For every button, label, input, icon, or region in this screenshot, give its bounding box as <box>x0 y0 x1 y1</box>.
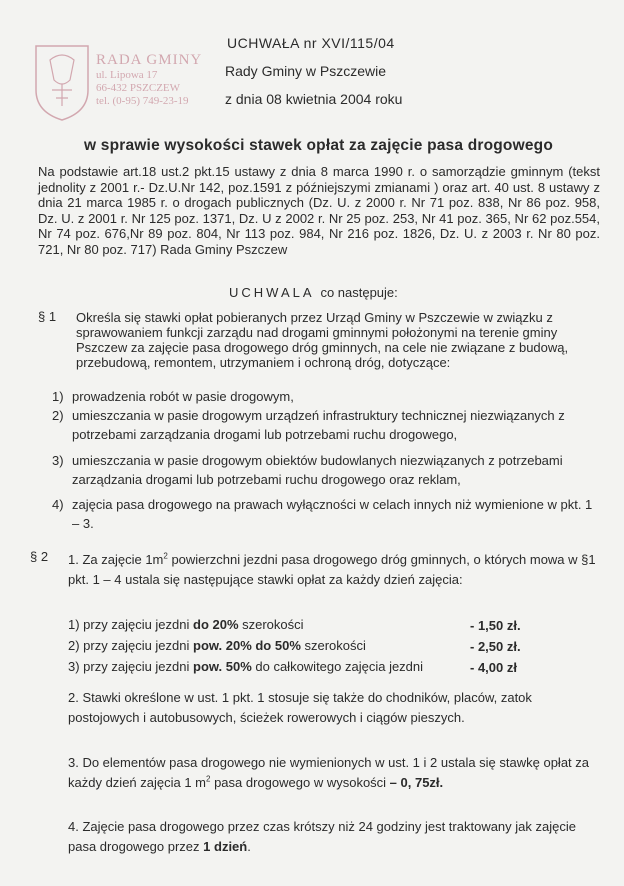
duration-value: 1 dzień <box>203 839 248 854</box>
resolution-issuer: Rady Gminy w Pszczewie <box>225 63 387 79</box>
rate-label: szerokości <box>300 638 366 653</box>
uchwala-rest: co następuje: <box>320 285 398 300</box>
rate-label: 2) przy zajęciu jezdni <box>68 638 193 653</box>
paragraph-text: pasa drogowego w wysokości <box>210 775 390 790</box>
list-item-number: 1) <box>52 389 64 404</box>
rate-row <box>68 636 366 656</box>
rate-value: - 1,50 zł. <box>470 618 521 633</box>
section-1-text: Określa się stawki opłat pobieranych przez Urząd Gminy w Pszczewie w związku z sprawowaniem funkcji zarządu nad drogami gminnymi położonymi na terenie gminy Pszczew za zajęcie pasa drogowego dróg gminnych, na cele nie związane z budową, przebudową, remontem, utrzymaniem i ochroną dróg, dotyczące: <box>76 310 569 370</box>
rate-value: - 4,00 zł <box>470 660 517 675</box>
rate-label: do całkowitego zajęcia jezdni <box>251 659 424 674</box>
rate-row <box>68 657 423 677</box>
resolution-date: z dnia 08 kwietnia 2004 roku <box>225 91 403 107</box>
paragraph-text: powierzchni jezdni pasa drogowego dróg gminnych, o których mowa w §1 pkt. 1 – 4 ustala się następujące stawki opłat za każdy dzień zajęcia: <box>68 552 596 587</box>
resolution-number: UCHWAŁA nr XVI/115/04 <box>227 35 395 51</box>
fee-value: – 0, 75zł. <box>389 775 444 790</box>
list-item-text: prowadzenia robót w pasie drogowym, <box>72 389 294 404</box>
stamp-title: RADA GMINY <box>96 52 203 68</box>
section-2-number: § 2 <box>30 549 49 564</box>
section-2-paragraph-1 <box>68 550 603 590</box>
superscript: 2 <box>163 551 168 561</box>
list-item-number: 2) <box>52 408 64 423</box>
paragraph-text: 3. Do elementów pasa drogowego nie wymienionych w ust. 1 i 2 ustala się stawkę opłat za każdy dzień zajęcia 1 m <box>68 755 590 790</box>
section-2-paragraph-2: 2. Stawki określone w ust. 1 pkt. 1 stosuje się także do chodników, placów, zatok postojowych i autobusowych, ścieżek rowerowych i ciągów pieszych. <box>68 690 532 725</box>
preamble: Na podstawie art.18 ust.2 pkt.15 ustawy z dnia 8 marca 1990 r. o samorządzie gminnym (tekst jednolity z 2001 r.- Dz.U.Nr 142, poz.1591 z późniejszymi zmianami ) oraz art. 40 ust. 8 ustawy z dnia 21 marca 1985 r. o drogach publicznych (Dz. U. z 2000 r. Nr 71 poz. 838, Nr 86 poz. 958, Dz. U. z 2001 r. Nr 125 poz. 1371, Dz. U z 2002 r. Nr 25 poz. 253, Nr 41 poz. 365, Nr 62 poz.554, Nr 74 poz. 676,Nr 89 poz. 804, Nr 113 poz. 984, Nr 216 poz. 1826, Dz. U. z 2003 r. Nr 80 poz. 721, Nr 80 poz. 717) Rada Gminy Pszczew <box>38 164 600 257</box>
section-2-paragraph-3 <box>68 753 603 793</box>
list-item-text: zajęcia pasa drogowego na prawach wyłączności w celach innych niż wymienione w pkt. 1 – 3. <box>72 497 593 531</box>
rate-label: 1) przy zajęciu jezdni <box>68 617 193 632</box>
coat-of-arms-icon <box>30 40 94 124</box>
stamp-line: tel. (0-95) 749-23-19 <box>96 95 189 107</box>
section-2-paragraph-4 <box>68 817 603 857</box>
paragraph-text: . <box>247 839 251 854</box>
paragraph-text: 1. Za zajęcie 1m <box>68 552 164 567</box>
uchwala-heading <box>229 285 398 300</box>
resolution-subject: w sprawie wysokości stawek opłat za zajęcie pasa drogowego <box>84 137 554 154</box>
list-item-text: umieszczania w pasie drogowym urządzeń infrastruktury technicznej niezwiązanych z potrzebami zarządzania drogami lub potrzebami ruchu drogowego, <box>72 408 565 442</box>
rate-range: do 20% <box>193 617 239 632</box>
section-1-number: § 1 <box>38 309 57 324</box>
rate-row <box>68 615 304 635</box>
rada-gminy-stamp <box>30 40 220 128</box>
rate-range: pow. 50% <box>193 659 252 674</box>
stamp-line: ul. Lipowa 17 <box>96 69 158 81</box>
paragraph-text: 4. Zajęcie pasa drogowego przez czas krótszy niż 24 godziny jest traktowany jak zajęcie pasa drogowego przez <box>68 819 576 854</box>
list-item-number: 4) <box>52 497 64 512</box>
rate-label: 3) przy zajęciu jezdni <box>68 659 193 674</box>
stamp-line: 66-432 PSZCZEW <box>96 82 181 94</box>
list-item-text: umieszczania w pasie drogowym obiektów budowlanych niezwiązanych z potrzebami zarządzania drogami lub potrzebami ruchu drogowego oraz reklam, <box>72 453 563 487</box>
list-item-number: 3) <box>52 453 64 468</box>
rate-value: - 2,50 zł. <box>470 639 521 654</box>
rate-range: pow. 20% do 50% <box>193 638 301 653</box>
rate-label: szerokości <box>238 617 304 632</box>
uchwala-word: UCHWALA <box>229 285 314 300</box>
superscript: 2 <box>206 774 211 784</box>
